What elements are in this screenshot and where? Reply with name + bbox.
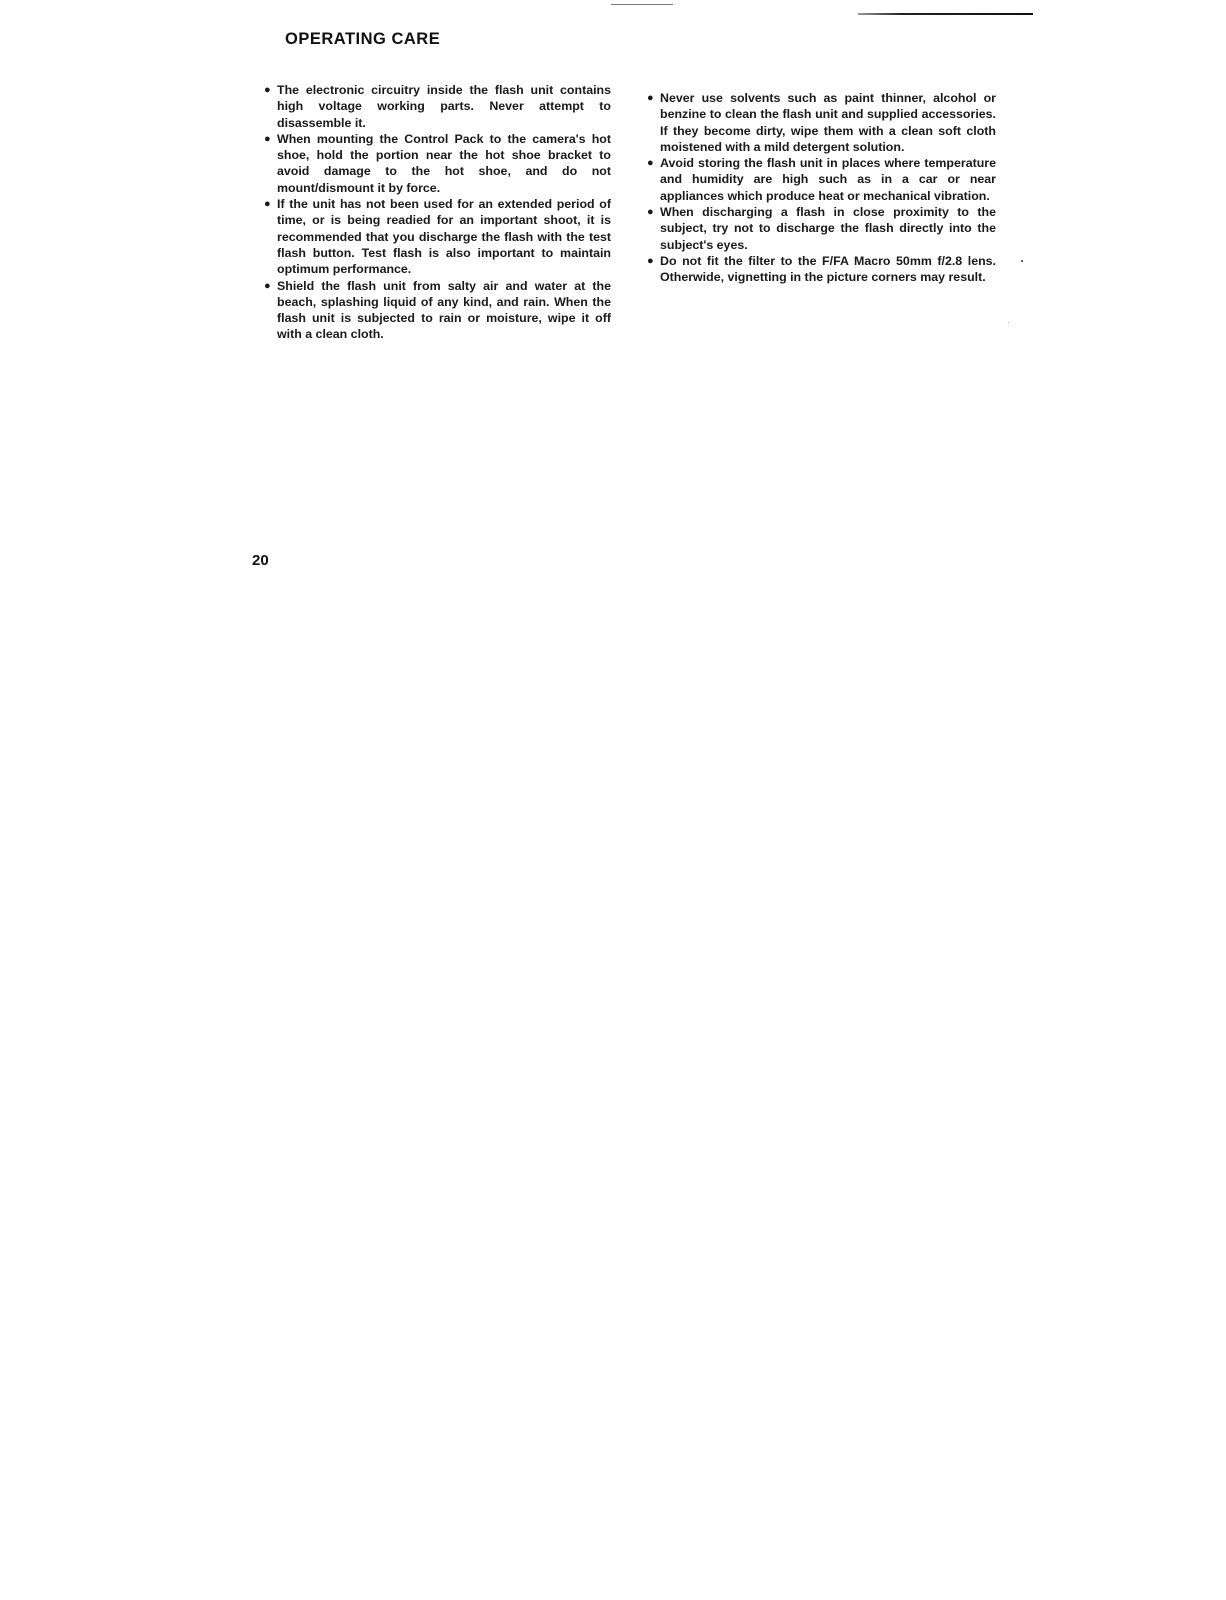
list-item-text: Do not fit the filter to the F/FA Macro 50mm f/2.8 lens. Otherwide, vignetting in the picture corners may result. [660,253,996,285]
list-item [646,90,996,155]
bullet-icon: ● [647,254,654,267]
list-item-text: When mounting the Control Pack to the camera's hot shoe, hold the portion near the hot shoe bracket to avoid damage to the hot shoe, and do not mount/dismount it by force. [277,131,611,195]
bullet-icon: ● [647,157,654,170]
bullet-icon: ● [647,206,654,219]
list-item-text: The electronic circuitry inside the flash unit contains high voltage working parts. Never attempt to disassemble it. [277,83,611,130]
bullet-icon: ● [264,132,271,145]
list-item-text: When discharging a flash in close proximity to the subject, try not to discharge the flash directly into the subject's eyes. [660,205,996,252]
page-title: OPERATING CARE [285,30,441,48]
scan-artifact-line [858,13,1033,15]
list-item [263,82,611,131]
scan-artifact-line [611,4,673,5]
list-item [263,131,611,196]
list-item-text: Shield the flash unit from salty air and water at the beach, splashing liquid of any kind, and rain. When the flash unit is subjected to rain or moisture, wipe it off with a clean cloth. [277,278,611,342]
list-item [263,278,611,343]
scan-speck [1021,260,1023,262]
bullet-icon: ● [647,92,654,104]
list-item [263,196,611,277]
left-column [263,82,611,343]
right-column [646,90,996,286]
list-item-text: Never use solvents such as paint thinner, alcohol or benzine to clean the flash unit and supplied accessories. If they become dirty, wipe them with a clean soft cloth moistened with a mild detergent solution. [660,91,996,154]
bullet-icon: ● [264,198,271,211]
list-item [646,253,996,286]
bullet-icon: ● [264,84,271,96]
list-item [646,204,996,253]
scan-speck [1008,322,1009,323]
list-item [646,155,996,204]
list-item-text: If the unit has not been used for an extended period of time, or is being readied for an important shoot, it is recommended that you discharge the flash with the test flash button. Test flash is also important to maintain optimum performance. [277,197,611,277]
bullet-icon: ● [264,279,271,292]
list-item-text: Avoid storing the flash unit in places where temperature and humidity are high such as in a car or near appliances which produce heat or mechanical vibration. [660,156,996,203]
page-number: 20 [252,552,269,569]
